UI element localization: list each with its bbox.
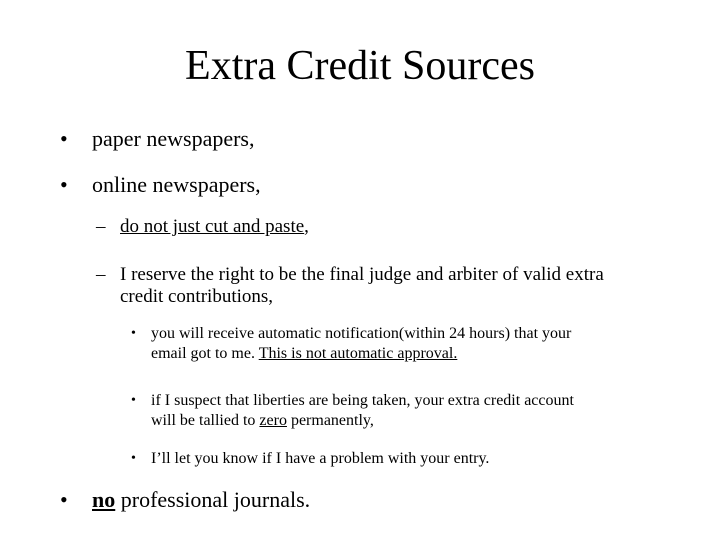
list-item-text: paper newspapers, (92, 126, 255, 151)
bullet-icon: • (60, 172, 68, 197)
sub-list-item (96, 216, 596, 238)
bullet-icon: • (131, 393, 136, 408)
bullet-icon: • (131, 451, 136, 466)
sub-sub-list-item (131, 449, 651, 469)
bullet-icon: • (60, 126, 68, 151)
dash-icon: – (96, 216, 106, 237)
emphasis-text: no (92, 487, 116, 512)
dash-icon: – (96, 264, 106, 285)
underlined-text: zero (259, 412, 287, 429)
bullet-icon: • (131, 326, 136, 341)
sub-sub-list-item: • if I suspect that liberties are being taken, your extra credit account will be tallied to zero permanently, (131, 392, 574, 429)
underlined-text: do not just cut and paste (120, 216, 305, 237)
sub-list-item-text: do not just cut and paste, (120, 216, 309, 237)
sub-sub-list-item-text: I’ll let you know if I have a problem with your entry. (151, 450, 490, 467)
list-item-text: online newspapers, (92, 172, 261, 197)
sub-list-item: – I reserve the right to be the final judge and arbiter of valid extra credit contributions, (96, 264, 604, 307)
list-item (60, 487, 460, 513)
sub-sub-list-item: • you will receive automatic notification(within 24 hours) that your email got to me. This is not automatic approval. (131, 325, 572, 362)
bullet-icon: • (60, 487, 68, 512)
list-item-text: no professional journals. (92, 487, 311, 512)
slide-title: Extra Credit Sources (185, 43, 535, 89)
list-item (60, 172, 460, 198)
list-item (60, 126, 460, 152)
underlined-text: This is not automatic approval. (258, 345, 458, 362)
